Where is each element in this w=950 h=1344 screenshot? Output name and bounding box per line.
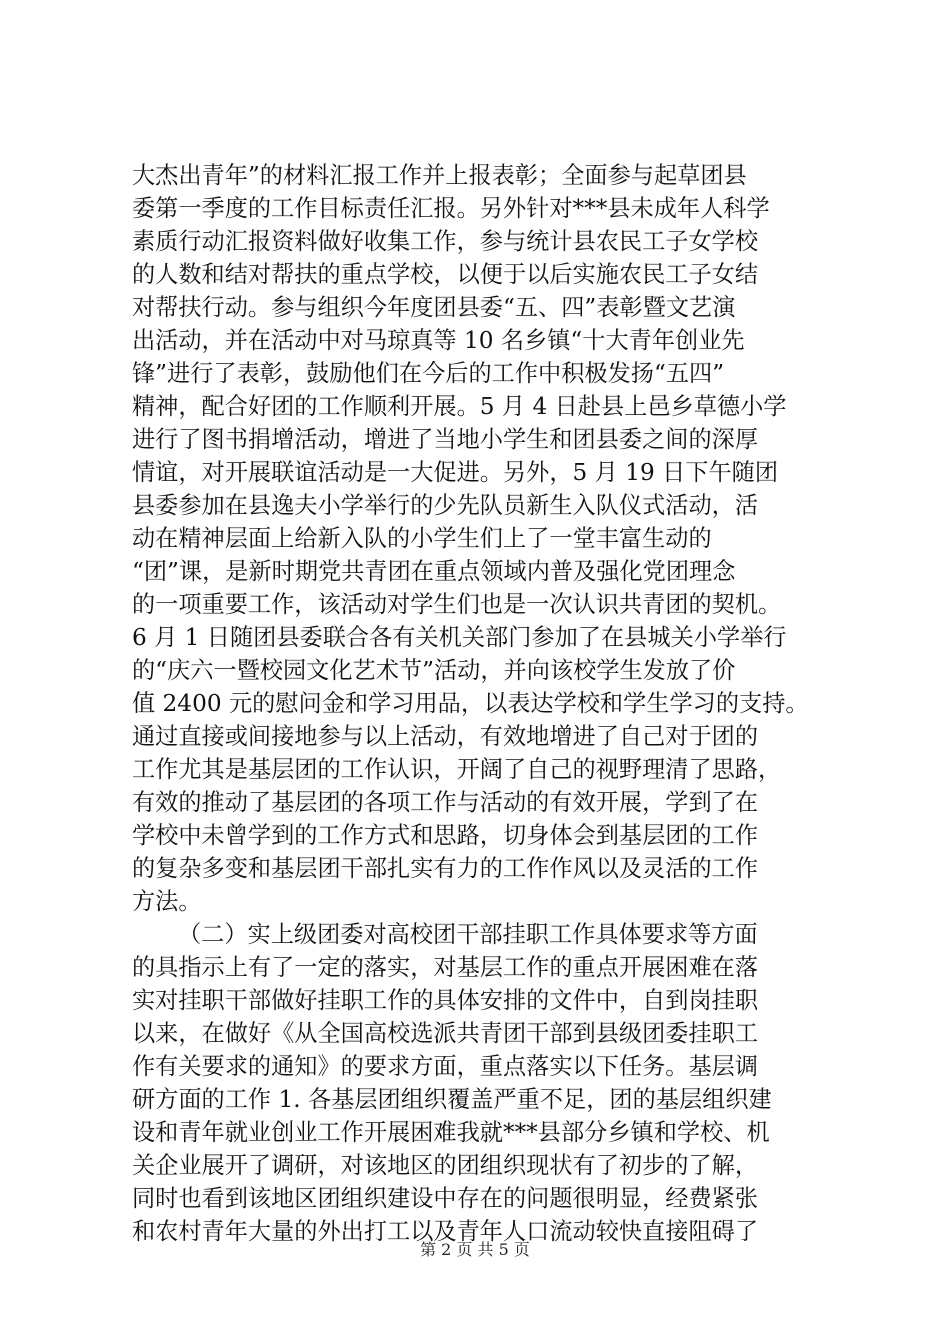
document-body: [132, 159, 832, 1248]
text-line: 的具指示上有了一定的落实，对基层工作的重点开展困难在落: [132, 954, 759, 981]
text-line: 值 2400 元的慰问金和学习用品，以表达学校和学生学习的支持。: [132, 690, 809, 717]
page-footer: 第 2 页 共 5 页: [420, 1240, 530, 1259]
text-line: 方法。: [132, 888, 202, 915]
text-line: 动在精神层面上给新入队的小学生们上了一堂丰富生动的: [132, 525, 712, 552]
text-line: 出活动，并在活动中对马琼真等 10 名乡镇“十大青年创业先: [132, 327, 745, 354]
text-line: 学校中未曾学到的工作方式和思路，切身体会到基层团的工作: [132, 822, 759, 849]
text-line: 作有关要求的通知》的要求方面，重点落实以下任务。基层调: [132, 1053, 759, 1080]
text-line: 委第一季度的工作目标责任汇报。另外针对***县未成年人科学: [132, 195, 770, 222]
text-line: 的复杂多变和基层团干部扎实有力的工作作风以及灵活的工作: [132, 855, 759, 882]
text-line: 工作尤其是基层团的工作认识，开阔了自己的视野理清了思路，: [132, 756, 782, 783]
text-line: 关企业展开了调研，对该地区的团组织现状有了初步的了解，: [132, 1152, 759, 1179]
paragraph-start-line: （二）实上级团委对高校团干部挂职工作具体要求等方面: [178, 921, 758, 948]
text-line: 县委参加在县逸夫小学举行的少先队员新生入队仪式活动，活: [132, 492, 759, 519]
text-line: 6 月 1 日随团县委联合各有关机关部门参加了在县城关小学举行: [132, 624, 787, 651]
text-line: 的人数和结对帮扶的重点学校，以便于以后实施农民工子女结: [132, 261, 759, 288]
text-line: 的一项重要工作，该活动对学生们也是一次认识共青团的契机。: [132, 591, 782, 618]
text-line: 设和青年就业创业工作开展困难我就***县部分乡镇和学校、机: [132, 1119, 770, 1146]
text-line: 同时也看到该地区团组织建设中存在的问题很明显，经费紧张: [132, 1185, 759, 1212]
text-line: 通过直接或间接地参与以上活动，有效地增进了自己对于团的: [132, 723, 759, 750]
text-line: 情谊，对开展联谊活动是一大促进。另外，5 月 19 日下午随团: [132, 459, 779, 486]
text-line: 对帮扶行动。参与组织今年度团县委“五、四”表彰暨文艺演: [132, 294, 736, 321]
text-line: 进行了图书捐增活动，增进了当地小学生和团县委之间的深厚: [132, 426, 759, 453]
text-line: “团”课，是新时期党共青团在重点领域内普及强化党团理念: [132, 558, 736, 585]
text-line: 精神，配合好团的工作顺利开展。5 月 4 日赴县上邑乡草德小学: [132, 393, 787, 420]
text-line: 素质行动汇报资料做好收集工作，参与统计县农民工子女学校: [132, 228, 759, 255]
text-line: 以来，在做好《从全国高校选派共青团干部到县级团委挂职工: [132, 1020, 759, 1047]
text-line: 大杰出青年”的材料汇报工作并上报表彰；全面参与起草团县: [132, 162, 747, 189]
text-line: 锋”进行了表彰，鼓励他们在今后的工作中积极发扬“五四”: [132, 360, 725, 387]
text-line: 有效的推动了基层团的各项工作与活动的有效开展，学到了在: [132, 789, 759, 816]
text-line: 的“庆六一暨校园文化艺术节”活动，并向该校学生发放了价: [132, 657, 736, 684]
text-line: 实对挂职干部做好挂职工作的具体安排的文件中，自到岗挂职: [132, 987, 759, 1014]
text-line: 和农村青年大量的外出打工以及青年人口流动较快直接阻碍了: [132, 1218, 759, 1245]
text-line: 研方面的工作 1. 各基层团组织覆盖严重不足，团的基层组织建: [132, 1086, 772, 1113]
